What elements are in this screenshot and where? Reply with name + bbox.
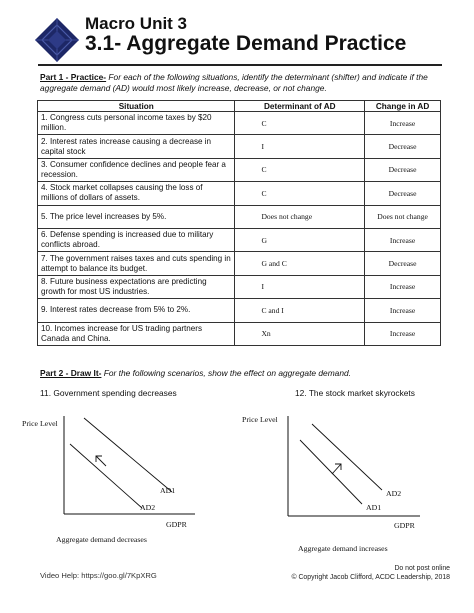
situation-cell: 3. Consumer confidence declines and people fear a recession. [38, 158, 235, 181]
part1-label: Part 1 - Practice- [40, 72, 107, 82]
change-cell: Increase [365, 228, 441, 251]
determinant-cell: I [235, 275, 365, 298]
table-row [38, 252, 441, 275]
table-row [38, 158, 441, 181]
ad1-label: AD1 [160, 486, 176, 495]
situation-cell: 2. Interest rates increase causing a decrease in capital stock [38, 135, 235, 158]
situation-cell: 5. The price level increases by 5%. [38, 205, 235, 228]
part2-text: For the following scenarios, show the effect on aggregate demand. [101, 368, 351, 378]
do-not-post-notice: Do not post online [394, 565, 450, 572]
determinant-cell: I [235, 135, 365, 158]
table-header-row [38, 101, 441, 112]
x-axis-label: GDPR [166, 520, 187, 529]
determinant-cell: G [235, 228, 365, 251]
situation-cell: 10. Incomes increase for US trading partners Canada and China. [38, 322, 235, 345]
scenario-12-label: 12. The stock market skyrockets [295, 388, 415, 398]
determinant-cell: Does not change [235, 205, 365, 228]
table-row [38, 322, 441, 345]
change-cell: Increase [365, 112, 441, 135]
part2-label: Part 2 - Draw It- [40, 368, 102, 378]
situation-cell: 1. Congress cuts personal income taxes by $20 million. [38, 112, 235, 135]
part1-text: For each of the following situations, identify the determinant (shifter) and indicate if the aggregate demand (AD) would most likely increase, decrease, or not change. [40, 72, 428, 93]
y-axis-label: Price Level [22, 419, 58, 428]
situation-cell: 9. Interest rates decrease from 5% to 2%. [38, 299, 235, 322]
ad1-label: AD1 [366, 503, 382, 512]
ad2-label: AD2 [386, 489, 402, 498]
table-row [38, 182, 441, 205]
y-axis-label: Price Level [242, 415, 278, 424]
table-row [38, 135, 441, 158]
graph-caption: Aggregate demand decreases [56, 535, 147, 544]
situation-cell: 7. The government raises taxes and cuts spending in attempt to balance its budget. [38, 252, 235, 275]
change-cell: Increase [365, 275, 441, 298]
change-cell: Decrease [365, 158, 441, 181]
determinant-cell: Xn [235, 322, 365, 345]
header-situation: Situation [38, 101, 235, 112]
table-row [38, 112, 441, 135]
part1-instructions [40, 72, 440, 94]
change-cell: Decrease [365, 135, 441, 158]
shift-left-arrow [96, 456, 106, 466]
situation-cell: 4. Stock market collapses causing the loss of millions of dollars of assets. [38, 182, 235, 205]
table-row [38, 299, 441, 322]
scenario-11-label: 11. Government spending decreases [40, 388, 177, 398]
determinant-cell: G and C [235, 252, 365, 275]
shift-right-arrow [332, 464, 341, 474]
table-row [38, 228, 441, 251]
change-cell: Decrease [365, 182, 441, 205]
video-help-link[interactable]: Video Help: https://goo.gl/7KpXRG [40, 571, 157, 580]
situation-cell: 8. Future business expectations are predicting growth for most US industries. [38, 275, 235, 298]
change-cell: Decrease [365, 252, 441, 275]
determinant-cell: C [235, 158, 365, 181]
part2-instructions [40, 368, 351, 378]
header-change: Change in AD [365, 101, 441, 112]
graph-ad-decrease [20, 404, 220, 554]
table-row [38, 275, 441, 298]
table-row [38, 205, 441, 228]
practice-table [37, 100, 441, 346]
ad1-curve [300, 440, 362, 504]
unit-label: Macro Unit 3 [85, 14, 188, 33]
page-title: 3.1- Aggregate Demand Practice [85, 32, 407, 55]
change-cell: Increase [365, 322, 441, 345]
copyright-notice: © Copyright Jacob Clifford, ACDC Leadership, 2018 [291, 574, 450, 581]
acdc-logo [34, 17, 80, 63]
x-axis-label: GDPR [394, 521, 415, 530]
ad2-curve [70, 444, 142, 508]
determinant-cell: C [235, 112, 365, 135]
title-divider [38, 64, 442, 66]
change-cell: Increase [365, 299, 441, 322]
graph-ad-increase [240, 404, 440, 559]
determinant-cell: C [235, 182, 365, 205]
situation-cell: 6. Defense spending is increased due to military conflicts abroad. [38, 228, 235, 251]
graph-caption: Aggregate demand increases [298, 544, 388, 553]
ad2-curve [312, 424, 382, 490]
change-cell: Does not change [365, 205, 441, 228]
header-determinant: Determinant of AD [235, 101, 365, 112]
ad2-label: AD2 [140, 503, 156, 512]
ad1-curve [84, 418, 172, 492]
determinant-cell: C and I [235, 299, 365, 322]
